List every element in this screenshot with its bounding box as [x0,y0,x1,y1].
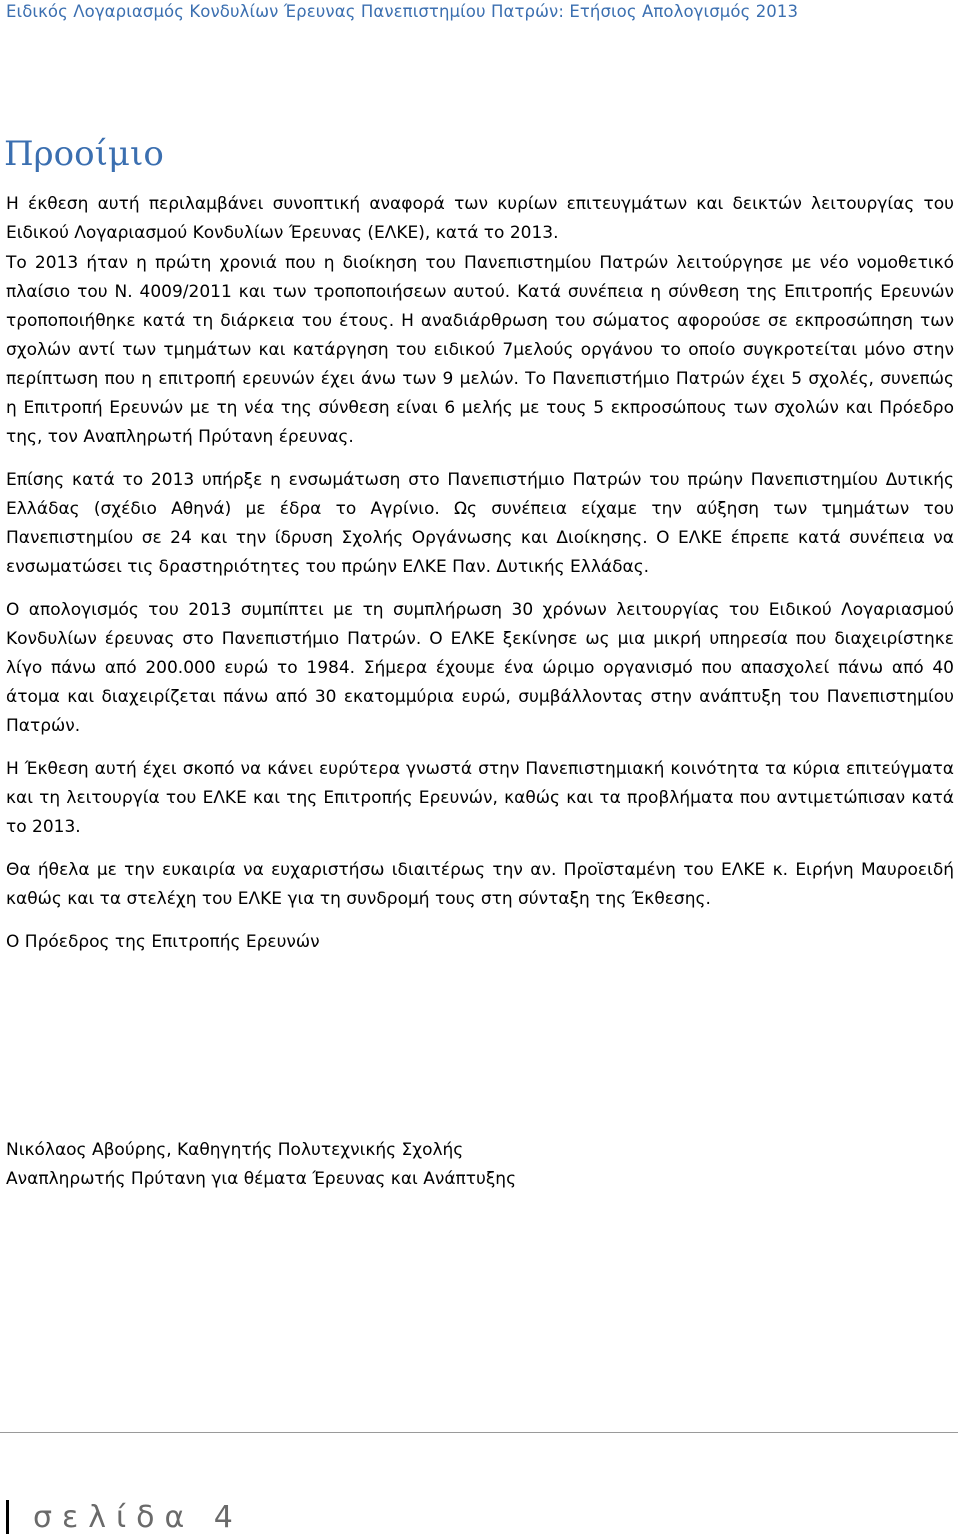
footer-divider [0,1432,958,1433]
paragraph-intro: Η έκθεση αυτή περιλαμβάνει συνοπτική αναφορά των κυρίων επιτευγμάτων και δεικτών λειτουργίας του Ειδικού Λογαριασμού Κονδυλίων Έρευνας (ΕΛΚΕ), κατά το 2013. [6,194,954,243]
paragraph-merger: Επίσης κατά το 2013 υπήρξε η ενσωμάτωση στο Πανεπιστήμιο Πατρών του πρώην Πανεπιστημίου Δυτικής Ελλάδας (σχέδιο Αθηνά) με έδρα το Αγρίνιο. Ως συνέπεια είχαμε την αύξηση των τμημάτων του Πανεπιστημίου σε 24 και την ίδρυση Σχολής Οργάνωσης και Διοίκησης. Ο ΕΛΚΕ έπρεπε κατά συνέπεια να ενσωματώσει τις δραστηριότητες του πρώην ΕΛΚΕ Παν. Δυτικής Ελλάδας. [6,470,954,577]
signature-block [6,1136,954,1194]
paragraph-committee: Το 2013 ήταν η πρώτη χρονιά που η διοίκηση του Πανεπιστημίου Πατρών λειτούργησε με νέο νομοθετικό πλαίσιο του Ν. 4009/2011 και των τροποποιήσεων αυτού. Κατά συνέπεια η σύνθεση της Επιτροπής Ερευνών τροποποιήθηκε κατά τη διάρκεια του έτους. Η αναδιάρθρωση του σώματος αφορούσε σε εκπροσώπηση των σχολών αντί των τμημάτων και κατάργηση του ειδικού 7μελούς οργάνου το οποίο συγκροτείται μόνο στην περίπτωση που η επιτροπή ερευνών έχει άνω των 9 μελών. Το Πανεπιστήμιο Πατρών έχει 5 σχολές, συνεπώς η Επιτροπή Ερευνών με τη νέα της σύνθεση είναι 6 μελής με τους 5 εκπροσώπους των σχολών και Πρόεδρο της, τον Αναπληρωτή Πρύτανη έρευνας. [6,253,954,447]
signature-name: Νικόλαος Αβούρης, Καθηγητής Πολυτεχνικής Σχολής [6,1140,464,1160]
page-number-label: σελίδα 4 [33,1499,243,1535]
running-header: Ειδικός Λογαριασμός Κονδυλίων Έρευνας Πανεπιστημίου Πατρών: Ετήσιος Απολογισμός 2013 [6,2,799,21]
footer-bar [6,1500,9,1534]
document-body [6,190,954,957]
paragraph-anniversary: Ο απολογισμός του 2013 συμπίπτει με τη συμπλήρωση 30 χρόνων λειτουργίας του Ειδικού Λογαριασμού Κονδυλίων έρευνας στο Πανεπιστήμιο Πατρών. Ο ΕΛΚΕ ξεκίνησε ως μια μικρή υπηρεσία που διαχειρίστηκε λίγο πάνω από 200.000 ευρώ το 1984. Σήμερα έχουμε ένα ώριμο οργανισμό που απασχολεί πάνω από 40 άτομα και διαχειρίζεται πάνω από 30 εκατομμύρια ευρώ, συμβάλλοντας στην ανάπτυξη του Πανεπιστημίου Πατρών. [6,600,954,736]
page-footer [6,1497,243,1537]
signature-role: Αναπληρωτής Πρύτανη για θέματα Έρευνας και Ανάπτυξης [6,1169,517,1189]
paragraph-thanks: Θα ήθελα με την ευκαιρία να ευχαριστήσω ιδιαιτέρως την αν. Προϊσταμένη του ΕΛΚΕ κ. Ειρήνη Μαυροειδή καθώς και τα στελέχη του ΕΛΚΕ για τη συνδρομή τους στη σύνταξη της Έκθεσης. [6,860,954,909]
paragraph-purpose: Η Έκθεση αυτή έχει σκοπό να κάνει ευρύτερα γνωστά στην Πανεπιστημιακή κοινότητα τα κύρια επιτεύγματα και τη λειτουργία του ΕΛΚΕ και της Επιτροπής Ερευνών, καθώς και τα προβλήματα που αντιμετώπισαν κατά το 2013. [6,759,954,837]
section-title: Προοίμιο [4,134,164,174]
paragraph-president: Ο Πρόεδρος της Επιτροπής Ερευνών [6,932,320,952]
